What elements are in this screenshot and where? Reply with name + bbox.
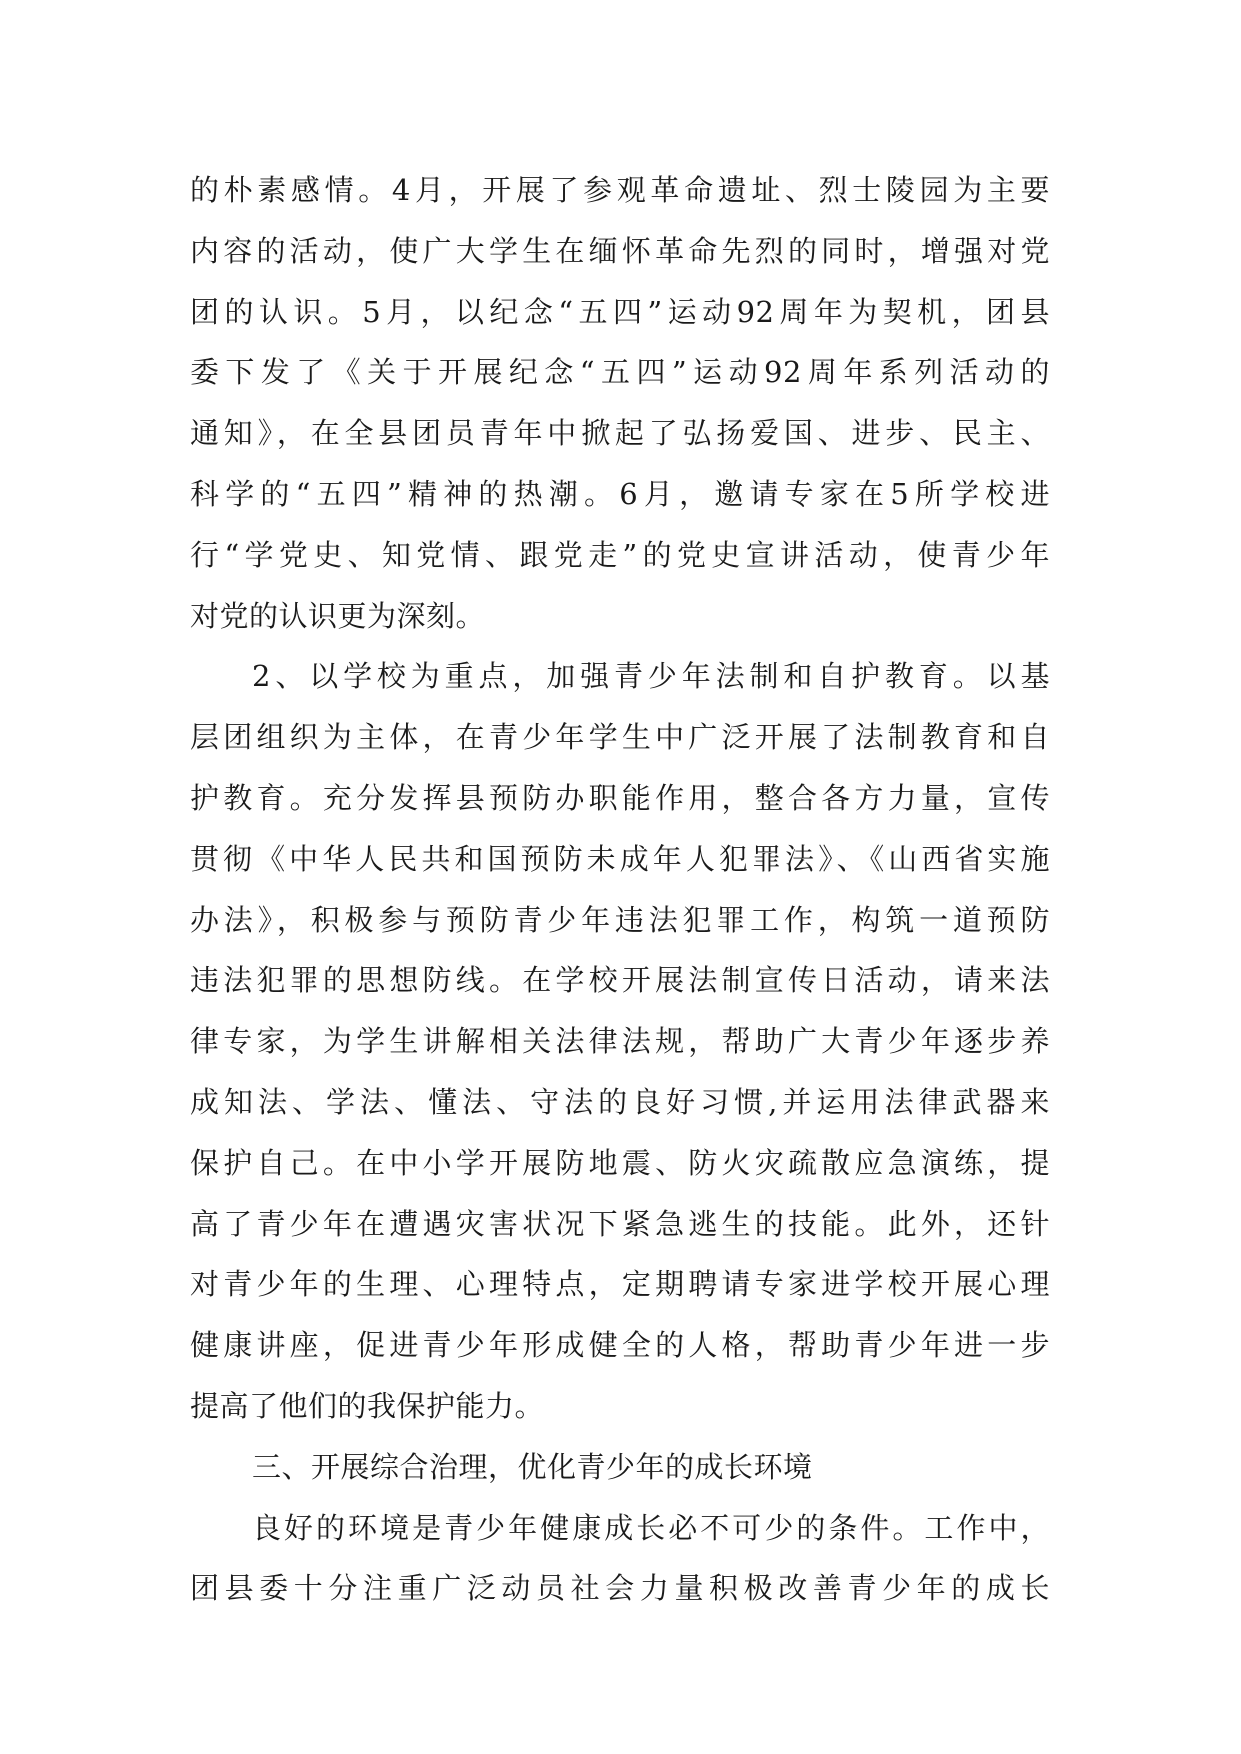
paragraph-end-line: 提高了他们的我保护能力。 <box>190 1388 545 1423</box>
text-line: 科学的“五四”精神的热潮。6月，邀请专家在5所学校进 <box>190 476 1050 511</box>
document-body <box>190 160 1050 1619</box>
text-line: 保护自己。在中小学开展防地震、防火灾疏散应急演练，提 <box>190 1145 1050 1180</box>
text-line: 护教育。充分发挥县预防办职能作用，整合各方力量，宣传 <box>190 780 1050 815</box>
text-line: 对青少年的生理、心理特点，定期聘请专家进学校开展心理 <box>190 1267 1050 1302</box>
text-line: 通知》，在全县团员青年中掀起了弘扬爱国、进步、民主、 <box>190 416 1050 451</box>
section-heading: 三、开展综合治理，优化青少年的成长环境 <box>252 1449 813 1484</box>
text-line: 律专家，为学生讲解相关法律法规，帮助广大青少年逐步养 <box>190 1024 1050 1059</box>
text-line: 成知法、学法、懂法、守法的良好习惯,并运用法律武器来 <box>190 1084 1050 1119</box>
text-line: 内容的活动，使广大学生在缅怀革命先烈的同时，增强对党 <box>190 233 1050 268</box>
text-line: 委下发了《关于开展纪念“五四”运动92周年系列活动的 <box>190 355 1050 390</box>
text-line: 高了青少年在遭遇灾害状况下紧急逃生的技能。此外，还针 <box>190 1206 1050 1241</box>
paragraph-start-line: 2、以学校为重点，加强青少年法制和自护教育。以基 <box>252 659 1050 694</box>
text-line: 团县委十分注重广泛动员社会力量积极改善青少年的成长 <box>190 1571 1050 1606</box>
text-line: 健康讲座，促进青少年形成健全的人格，帮助青少年进一步 <box>190 1328 1050 1363</box>
text-line: 行“学党史、知党情、跟党走”的党史宣讲活动，使青少年 <box>190 537 1050 572</box>
text-line: 团的认识。5月，以纪念“五四”运动92周年为契机，团县 <box>190 294 1050 329</box>
paragraph-end-line: 对党的认识更为深刻。 <box>190 598 486 633</box>
text-line: 贯彻《中华人民共和国预防未成年人犯罪法》、《山西省实施 <box>190 841 1050 876</box>
paragraph-start-line: 良好的环境是青少年健康成长必不可少的条件。工作中， <box>252 1510 1050 1545</box>
text-line: 层团组织为主体，在青少年学生中广泛开展了法制教育和自 <box>190 720 1050 755</box>
text-line: 办法》，积极参与预防青少年违法犯罪工作，构筑一道预防 <box>190 902 1050 937</box>
text-line: 违法犯罪的思想防线。在学校开展法制宣传日活动，请来法 <box>190 963 1050 998</box>
text-line: 的朴素感情。4月，开展了参观革命遗址、烈士陵园为主要 <box>190 173 1050 207</box>
